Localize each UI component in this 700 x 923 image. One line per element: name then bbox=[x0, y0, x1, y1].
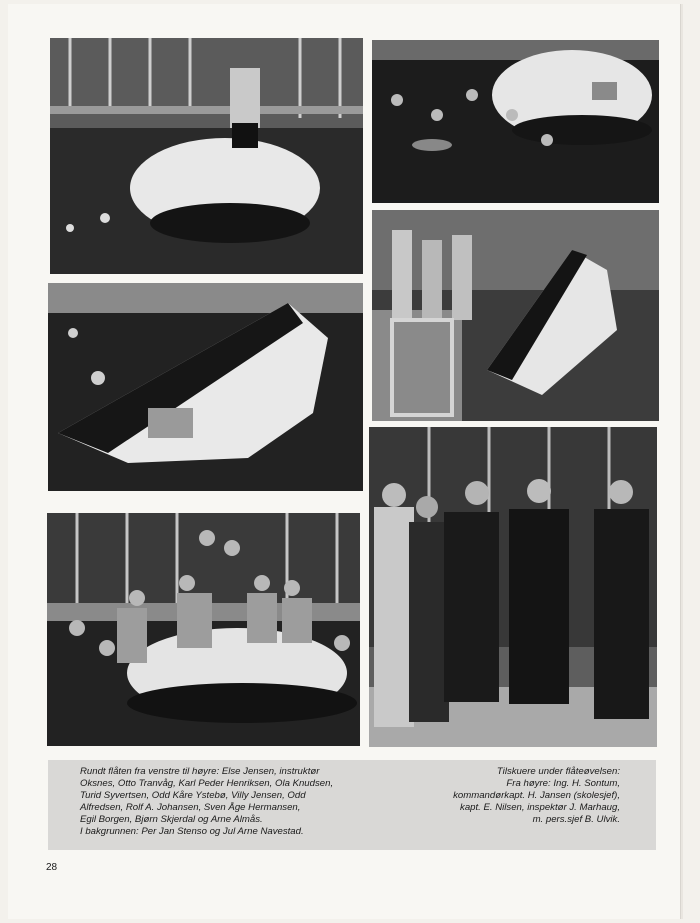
caption-line: Alfredsen, Rolf A. Johansen, Sven Åge Hermansen, bbox=[80, 802, 301, 813]
photo-raft-pool-man-on-top bbox=[50, 38, 363, 274]
caption-line: Turid Syvertsen, Odd Kåre Ystebø, Villy Jensen, Odd bbox=[80, 790, 306, 801]
photo-spectators bbox=[369, 427, 657, 747]
caption-line: Rundt flåten fra venstre til høyre: Else Jensen, instruktør bbox=[80, 766, 320, 777]
caption-line: m. pers.sjef B. Ulvik. bbox=[532, 814, 620, 825]
caption-line: kommandørkapt. H. Jansen (skolesjef), bbox=[453, 790, 620, 801]
photo-group-on-raft bbox=[47, 513, 360, 746]
caption-line: Fra høyre: Ing. H. Sontum, bbox=[506, 778, 620, 789]
caption-line: kapt. E. Nilsen, inspektør J. Marhaug, bbox=[460, 802, 620, 813]
caption-raft-participants bbox=[80, 766, 400, 838]
caption-spectators bbox=[380, 766, 620, 826]
caption-line: Tilskuere under flåteøvelsen: bbox=[496, 766, 620, 777]
caption-line: Oksnes, Otto Tranvåg, Karl Peder Henriksen, Ola Knudsen, bbox=[80, 778, 334, 789]
caption-line: I bakgrunnen: Per Jan Stenso og Jul Arne Navestad. bbox=[80, 826, 304, 837]
photo-men-beside-capsized-raft bbox=[372, 210, 659, 421]
photo-overturned-raft bbox=[48, 283, 363, 491]
photo-swimmers-around-raft bbox=[372, 40, 659, 203]
page-number: 28 bbox=[46, 862, 58, 873]
caption-box bbox=[48, 760, 656, 850]
caption-line: Egil Borgen, Bjørn Skjerdal og Arne Almås. bbox=[80, 814, 263, 825]
